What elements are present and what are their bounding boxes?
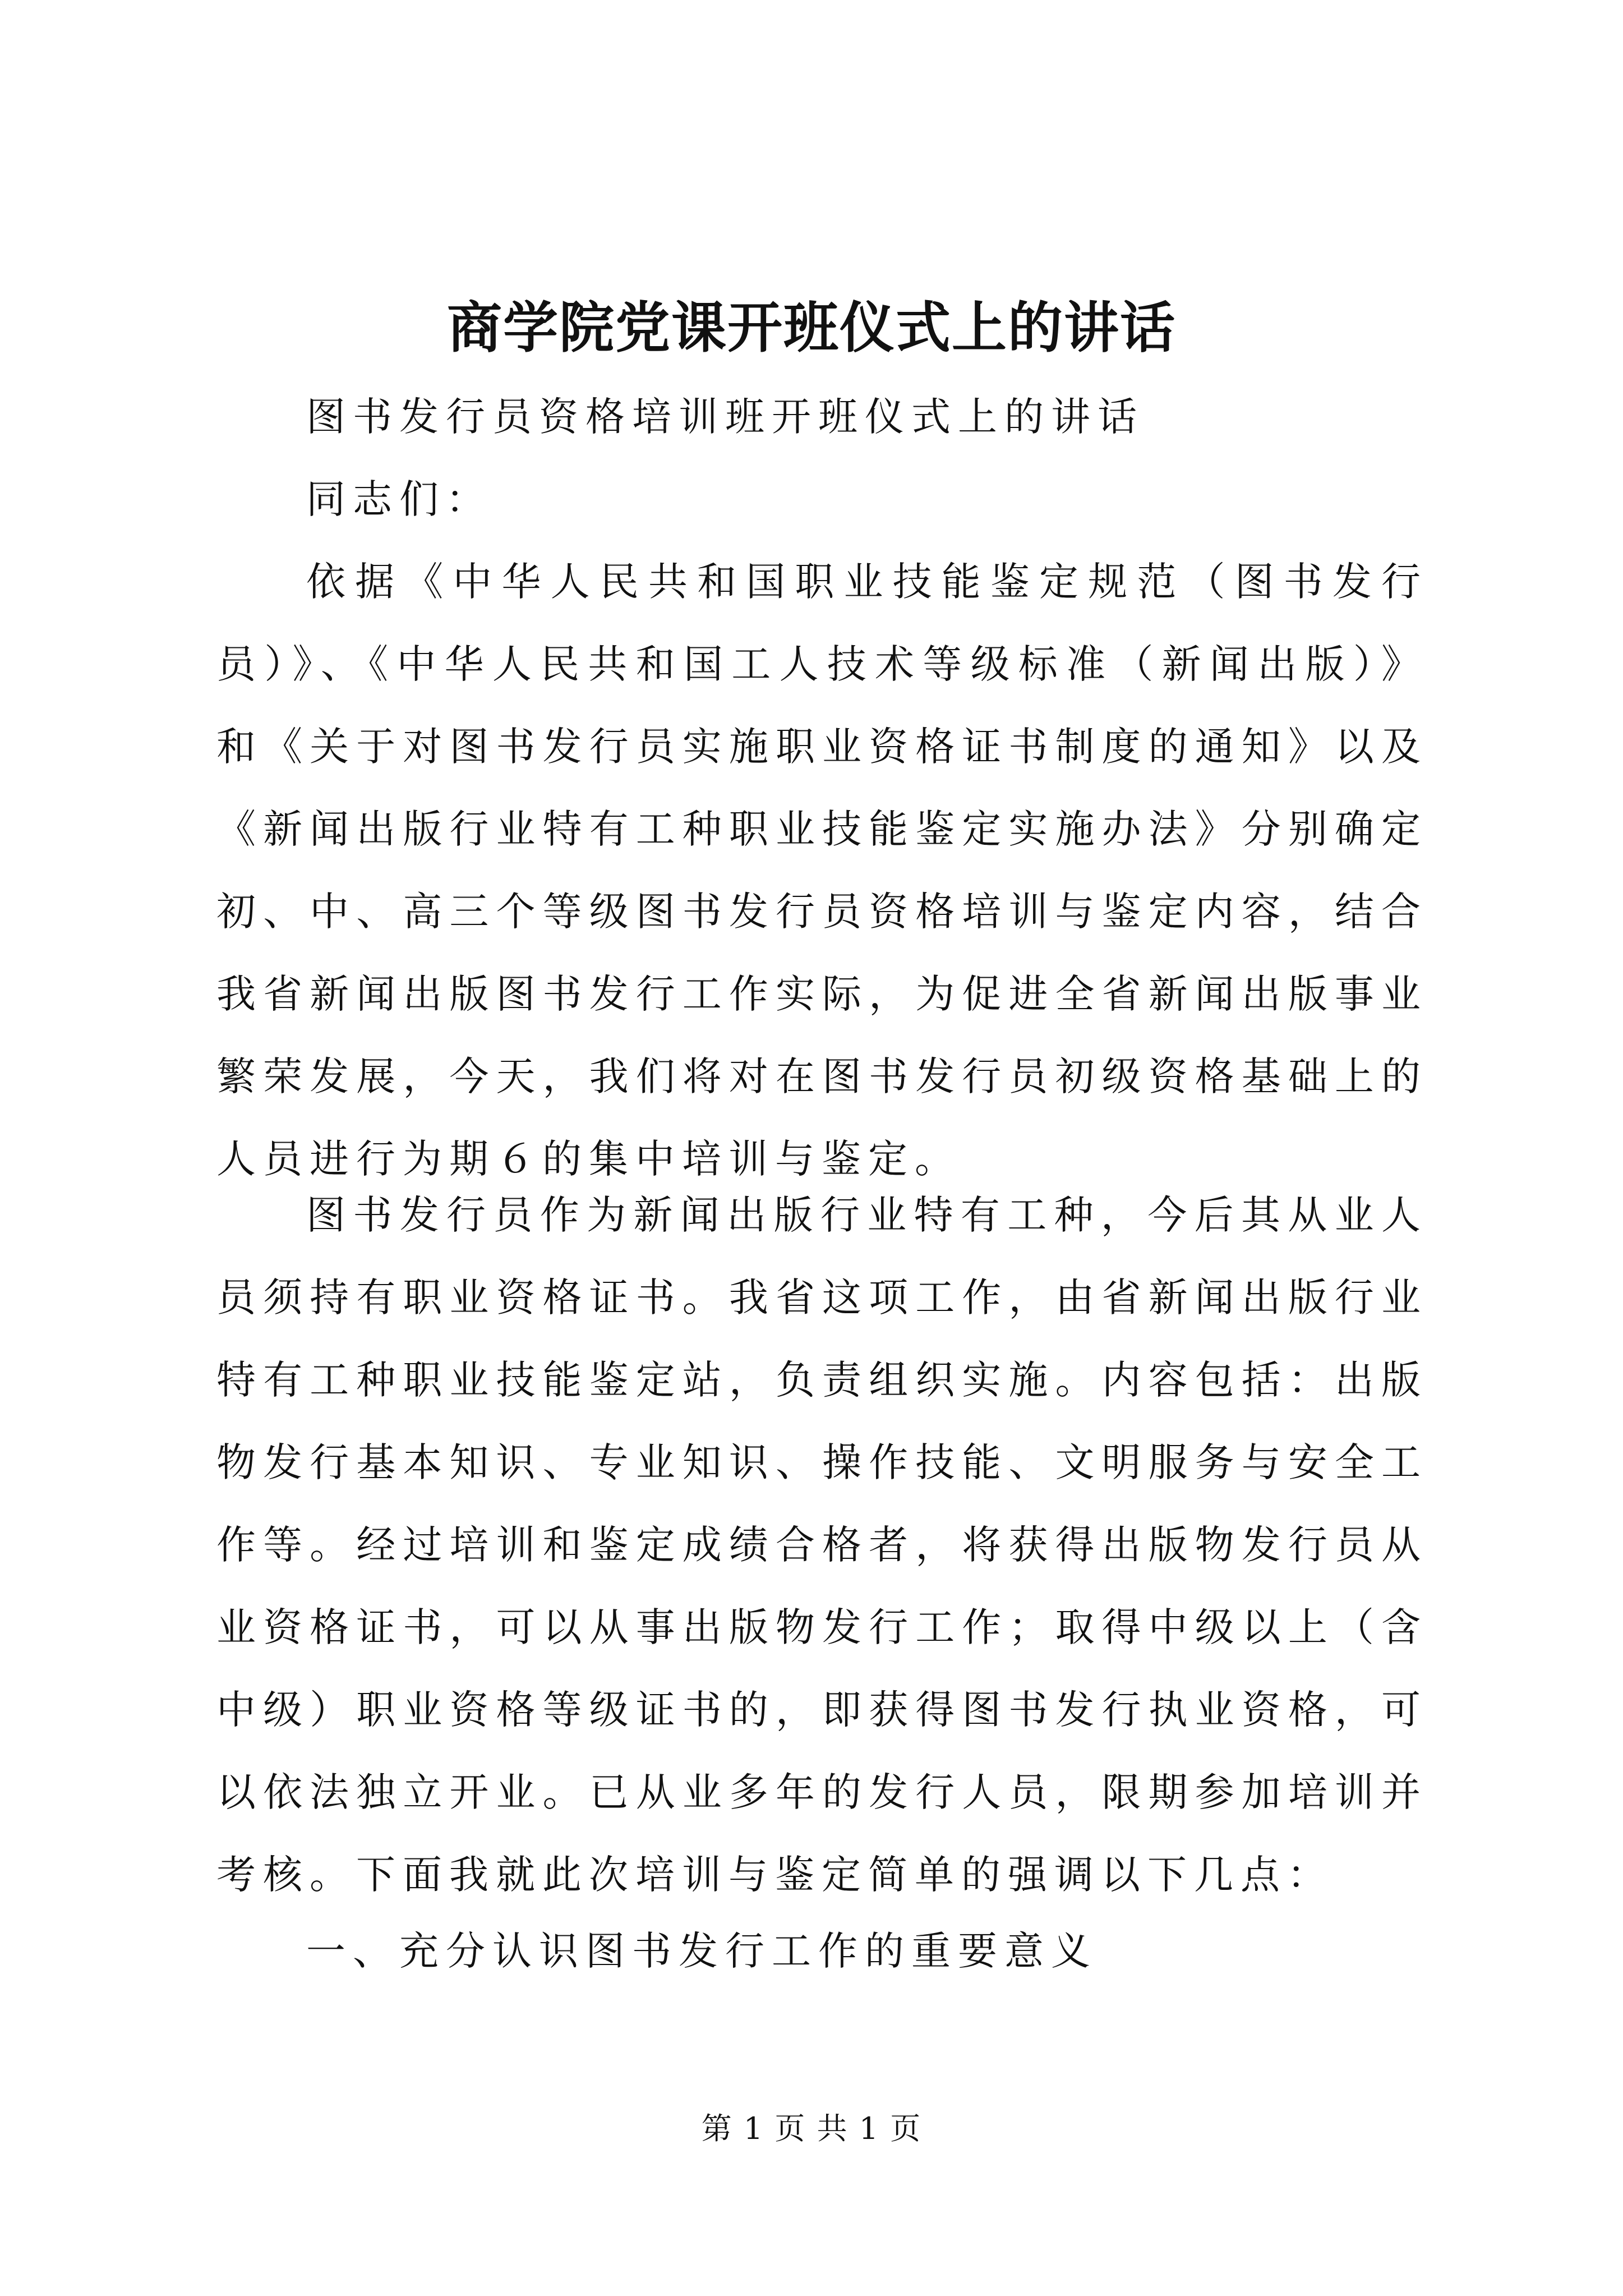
body-paragraph-2: 图书发行员作为新闻出版行业特有工种，今后其从业人员须持有职业资格证书。我省这项工作，由省新闻出版行业特有工种职业技能鉴定站，负责组织实施。内容包括：出版物发行基本知识、专业知识、操作技能、文明服务与安全工作等。经过培训和鉴定成绩合格者，将获得出版物发行员从业资格证书，可以从事出版物发行工作；取得中级以上（含中级）职业资格等级证书的，即获得图书发行执业资格，可以依法独立开业。已从业多年的发行人员，限期参加培训并考核。下面我就此次培训与鉴定简单的强调以下几点： (216, 1192, 1428, 1898)
section-heading-1: 一、充分认识图书发行工作的重要意义 (306, 1928, 1098, 1974)
body-paragraph-1: 依据《中华人民共和国职业技能鉴定规范（图书发行员）》、《中华人民共和国工人技术等级标准（新闻出版）》和《关于对图书发行员实施职业资格证书制度的通知》以及《新闻出版行业特有工种职业技能鉴定实施办法》分别确定初、中、高三个等级图书发行员资格培训与鉴定内容，结合我省新闻出版图书发行工作实际，为促进全省新闻出版事业繁荣发展，今天，我们将对在图书发行员初级资格基础上的人员进行为期６的集中培训与鉴定。 (216, 559, 1428, 1182)
document-title: 商学院党课开班仪式上的讲话 (446, 296, 1176, 360)
page-footer: 第 1 页 共 1 页 (701, 2111, 922, 2146)
salutation: 同志们： (306, 476, 492, 522)
document-subtitle: 图书发行员资格培训班开班仪式上的讲话 (306, 394, 1144, 440)
